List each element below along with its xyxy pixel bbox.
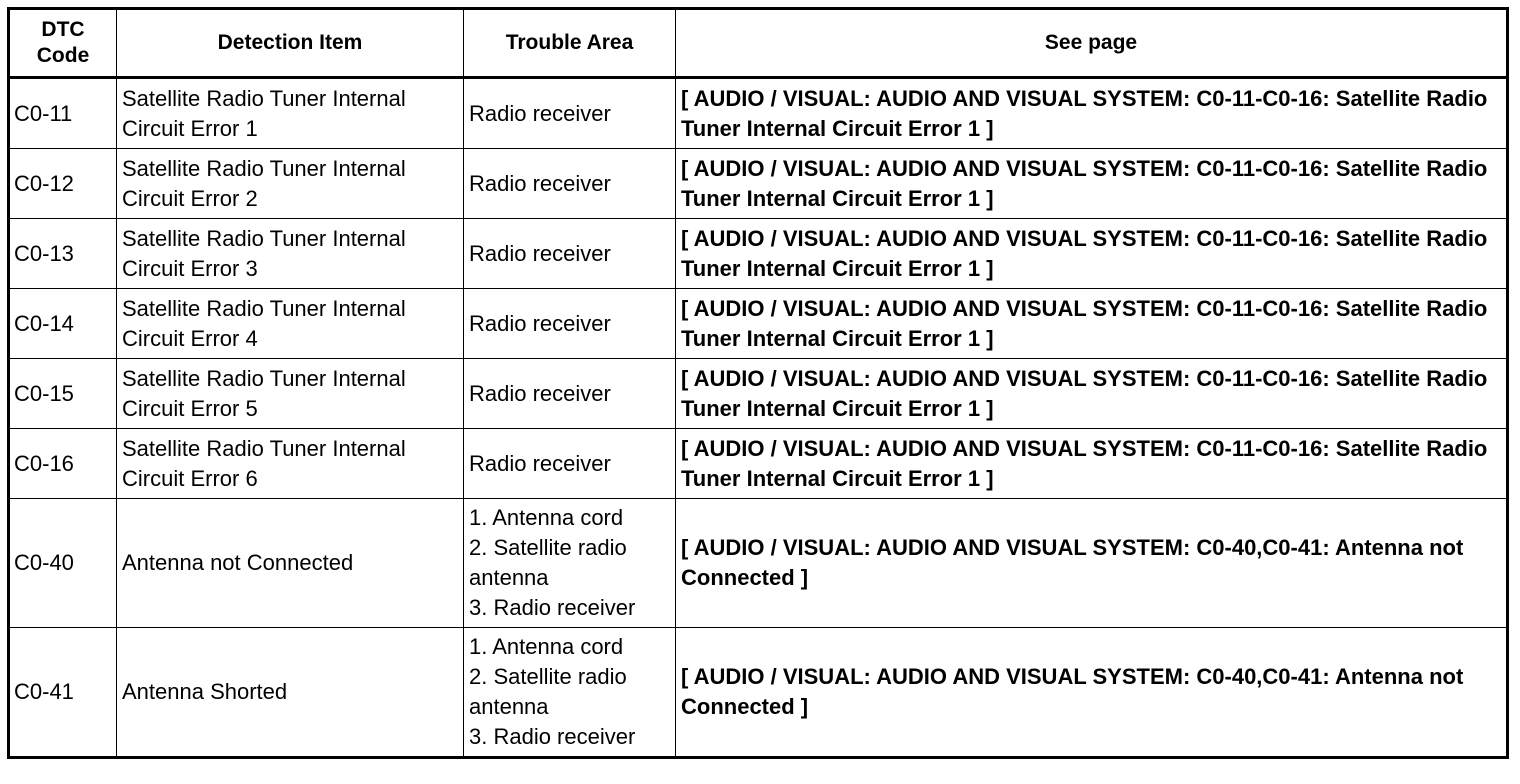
table-row [9, 429, 1508, 499]
trouble-area-item: 3. Radio receiver [469, 595, 636, 620]
trouble-area-item: 2. Satellite radio antenna [469, 664, 627, 719]
trouble-area-item: Radio receiver [469, 380, 611, 406]
detection-item-cell: Satellite Radio Tuner Internal Circuit Error 5 [117, 359, 464, 429]
table-row [9, 149, 1508, 219]
detection-item-cell: Satellite Radio Tuner Internal Circuit Error 3 [117, 219, 464, 289]
dtc-code-cell: C0-16 [9, 429, 117, 499]
header-dtc-code: DTC Code [9, 9, 117, 78]
see-page-link[interactable]: [ AUDIO / VISUAL: AUDIO AND VISUAL SYSTEM: C0-40,C0-41: Antenna not Connected ] [676, 499, 1508, 628]
trouble-area-cell [464, 219, 676, 289]
see-page-link[interactable]: [ AUDIO / VISUAL: AUDIO AND VISUAL SYSTEM: C0-11-C0-16: Satellite Radio Tuner Internal Circuit Error 1 ] [676, 149, 1508, 219]
see-page-link[interactable]: [ AUDIO / VISUAL: AUDIO AND VISUAL SYSTEM: C0-11-C0-16: Satellite Radio Tuner Internal Circuit Error 1 ] [676, 289, 1508, 359]
trouble-area-cell [464, 359, 676, 429]
see-page-link[interactable]: [ AUDIO / VISUAL: AUDIO AND VISUAL SYSTEM: C0-11-C0-16: Satellite Radio Tuner Internal Circuit Error 1 ] [676, 78, 1508, 149]
dtc-table [7, 7, 1509, 759]
trouble-area-item: Radio receiver [469, 450, 611, 476]
dtc-code-cell: C0-13 [9, 219, 117, 289]
see-page-link[interactable]: [ AUDIO / VISUAL: AUDIO AND VISUAL SYSTEM: C0-40,C0-41: Antenna not Connected ] [676, 628, 1508, 758]
trouble-area-item: 3. Radio receiver [469, 724, 636, 749]
header-detection-item: Detection Item [117, 9, 464, 78]
trouble-area-cell [464, 429, 676, 499]
detection-item-cell: Antenna Shorted [117, 628, 464, 758]
dtc-code-cell: C0-12 [9, 149, 117, 219]
see-page-link[interactable]: [ AUDIO / VISUAL: AUDIO AND VISUAL SYSTEM: C0-11-C0-16: Satellite Radio Tuner Internal Circuit Error 1 ] [676, 429, 1508, 499]
dtc-code-cell: C0-40 [9, 499, 117, 628]
trouble-area-cell [464, 289, 676, 359]
dtc-code-cell: C0-15 [9, 359, 117, 429]
table-body [9, 78, 1508, 758]
detection-item-cell: Antenna not Connected [117, 499, 464, 628]
trouble-area-item: Radio receiver [469, 170, 611, 196]
detection-item-cell: Satellite Radio Tuner Internal Circuit Error 1 [117, 78, 464, 149]
trouble-area-cell [464, 78, 676, 149]
table-row [9, 289, 1508, 359]
see-page-link[interactable]: [ AUDIO / VISUAL: AUDIO AND VISUAL SYSTEM: C0-11-C0-16: Satellite Radio Tuner Internal Circuit Error 1 ] [676, 219, 1508, 289]
dtc-code-cell: C0-11 [9, 78, 117, 149]
trouble-area-item: 1. Antenna cord [469, 634, 624, 659]
header-row [9, 9, 1508, 78]
see-page-link[interactable]: [ AUDIO / VISUAL: AUDIO AND VISUAL SYSTEM: C0-11-C0-16: Satellite Radio Tuner Internal Circuit Error 1 ] [676, 359, 1508, 429]
trouble-area-item: Radio receiver [469, 240, 611, 266]
trouble-area-item: Radio receiver [469, 100, 611, 126]
dtc-code-cell: C0-41 [9, 628, 117, 758]
trouble-area-cell [464, 499, 676, 628]
header-trouble-area: Trouble Area [464, 9, 676, 78]
header-see-page: See page [676, 9, 1508, 78]
trouble-area-cell [464, 149, 676, 219]
trouble-area-item: 2. Satellite radio antenna [469, 535, 627, 590]
table-row [9, 78, 1508, 149]
trouble-area-item: 1. Antenna cord [469, 505, 624, 530]
table-row [9, 359, 1508, 429]
table-row [9, 628, 1508, 758]
trouble-area-item: Radio receiver [469, 310, 611, 336]
detection-item-cell: Satellite Radio Tuner Internal Circuit Error 4 [117, 289, 464, 359]
table-row [9, 219, 1508, 289]
table-row [9, 499, 1508, 628]
trouble-area-cell [464, 628, 676, 758]
detection-item-cell: Satellite Radio Tuner Internal Circuit Error 2 [117, 149, 464, 219]
detection-item-cell: Satellite Radio Tuner Internal Circuit Error 6 [117, 429, 464, 499]
dtc-code-cell: C0-14 [9, 289, 117, 359]
